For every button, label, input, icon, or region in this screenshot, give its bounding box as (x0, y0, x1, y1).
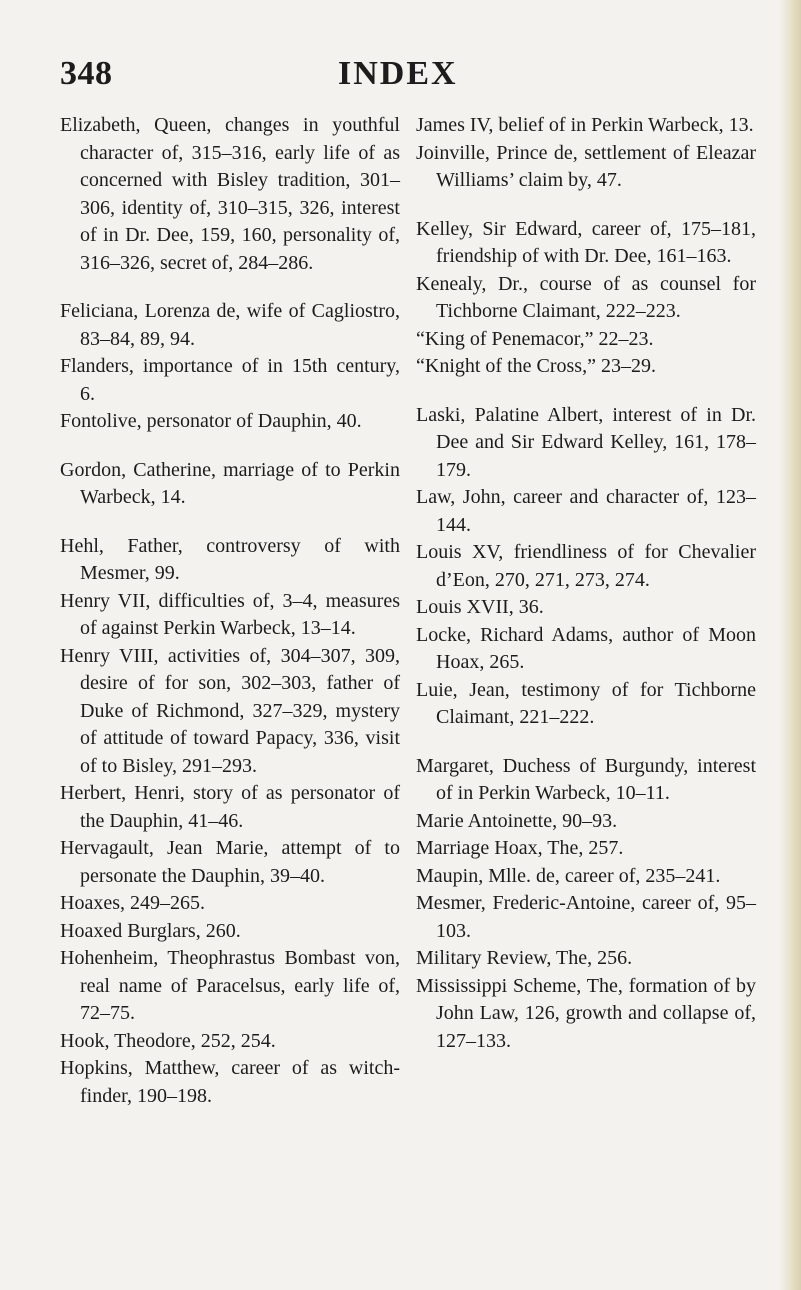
index-entry-maupin: Maupin, Mlle. de, career of, 235–241. (416, 864, 721, 887)
index-entry-hoaxes: Hoaxes, 249–265. (60, 892, 205, 914)
page-number: 348 (60, 55, 113, 92)
index-entry-louis-xvii: Louis XVII, 36. (416, 596, 544, 618)
index-columns (60, 112, 760, 1272)
index-entry-hoaxed-burglars: Hoaxed Burglars, 260. (60, 919, 241, 942)
index-entry-flanders: Flanders, importance of in 15th century, 6. (60, 355, 400, 405)
index-entry-locke: Locke, Richard Adams, author of Moon Hoax, 265. (416, 623, 756, 673)
page-edge-shadow (779, 0, 801, 1290)
index-entry-hehl: Hehl, Father, controversy of with Mesmer, 99. (60, 534, 400, 584)
index-entry-law: Law, John, career and character of, 123–144. (416, 486, 756, 536)
page-header (60, 55, 741, 95)
index-entry-fontolive: Fontolive, personator of Dauphin, 40. (60, 410, 362, 432)
left-column (60, 112, 400, 1110)
index-entry-king-of-penemacor: “King of Penemacor,” 22–23. (416, 327, 654, 350)
index-entry-joinville: Joinville, Prince de, settlement of Eleazar Williams’ claim by, 47. (416, 141, 756, 191)
index-entry-luie: Luie, Jean, testimony of for Tichborne Claimant, 221–222. (416, 678, 756, 728)
index-entry-kelley: Kelley, Sir Edward, career of, 175–181, friendship of with Dr. Dee, 161–163. (416, 217, 756, 267)
index-entry-henry-vii: Henry VII, difficulties of, 3–4, measures of against Perkin Warbeck, 13–14. (60, 589, 400, 639)
index-entry-elizabeth: Elizabeth, Queen, changes in youthful character of, 315–316, early life of as concerned with Bisley tradition, 301–306, identity of, 310–315, 326, interest of in Dr. Dee, 159, 160, personality of, 316–326, secret of, 284–286. (60, 114, 400, 274)
index-entry-henry-viii: Henry VIII, activities of, 304–307, 309, desire of for son, 302–303, father of Duke of Richmond, 327–329, mystery of attitude of toward Papacy, 336, visit of to Bisley, 291–293. (60, 644, 400, 777)
right-column (416, 112, 756, 1055)
index-entry-marie-antoinette: Marie Antoinette, 90–93. (416, 809, 618, 832)
index-entry-hopkins: Hopkins, Matthew, career of as witch-finder, 190–198. (60, 1057, 400, 1107)
index-entry-military-review: Military Review, The, 256. (416, 947, 633, 969)
running-title: INDEX (338, 55, 458, 92)
index-entry-herbert: Herbert, Henri, story of as personator of the Dauphin, 41–46. (60, 782, 400, 832)
index-entry-feliciana: Feliciana, Lorenza de, wife of Cagliostro, 83–84, 89, 94. (60, 300, 400, 350)
index-entry-marriage-hoax: Marriage Hoax, The, 257. (416, 837, 624, 859)
index-entry-margaret: Margaret, Duchess of Burgundy, interest of in Perkin Warbeck, 10–11. (416, 754, 756, 804)
index-entry-hervagault: Hervagault, Jean Marie, attempt of to personate the Dauphin, 39–40. (60, 837, 400, 887)
index-entry-hook: Hook, Theodore, 252, 254. (60, 1029, 276, 1052)
index-entry-mississippi-scheme: Mississippi Scheme, The, formation of by John Law, 126, growth and collapse of, 127–133. (416, 974, 756, 1052)
index-entry-laski: Laski, Palatine Albert, interest of in Dr. Dee and Sir Edward Kelley, 161, 178–179. (416, 403, 756, 481)
index-entry-james-iv: James IV, belief of in Perkin Warbeck, 13. (416, 114, 754, 136)
index-entry-kenealy: Kenealy, Dr., course of as counsel for Tichborne Claimant, 222–223. (416, 272, 756, 322)
index-entry-hohenheim: Hohenheim, Theophrastus Bombast von, real name of Paracelsus, early life of, 72–75. (60, 947, 400, 1024)
index-entry-knight-of-the-cross: “Knight of the Cross,” 23–29. (416, 355, 656, 377)
index-entry-mesmer: Mesmer, Frederic-Antoine, career of, 95–103. (416, 892, 756, 942)
index-entry-gordon: Gordon, Catherine, marriage of to Perkin Warbeck, 14. (60, 458, 400, 508)
index-entry-louis-xv: Louis XV, friendliness of for Chevalier d’Eon, 270, 271, 273, 274. (416, 541, 756, 591)
